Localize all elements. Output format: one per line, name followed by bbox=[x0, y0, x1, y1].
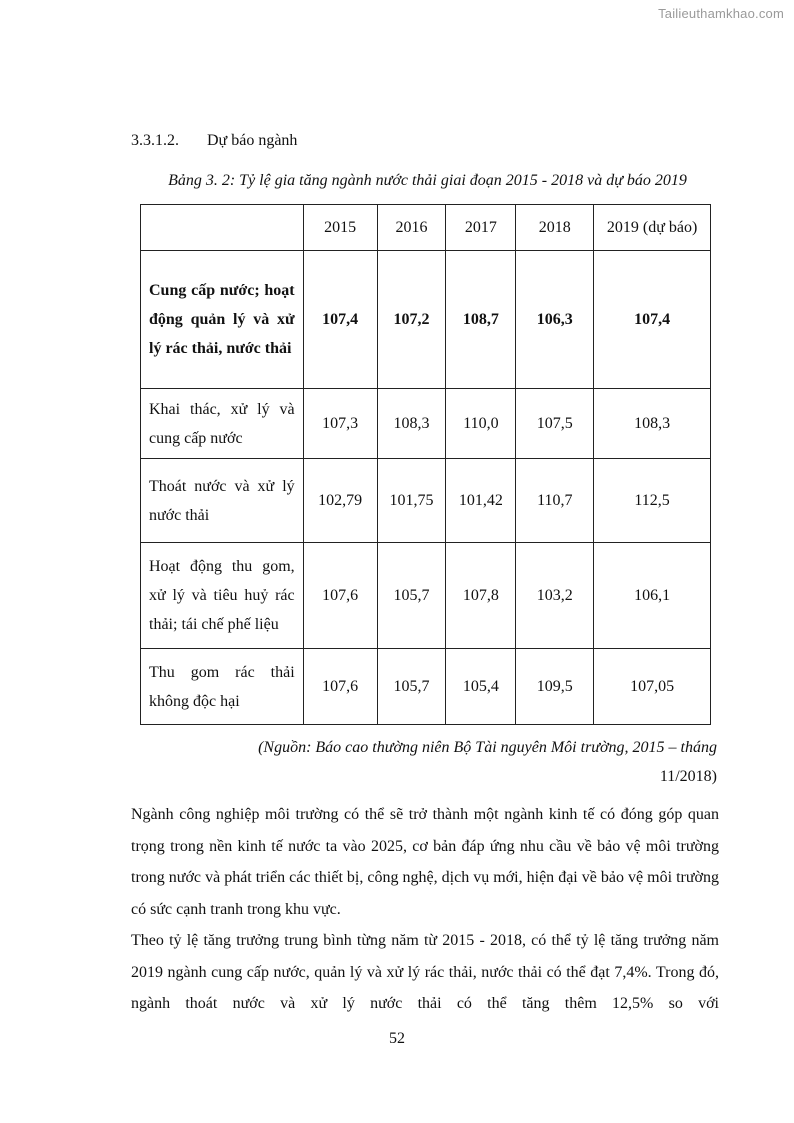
header-cell bbox=[141, 205, 304, 251]
value-cell: 107,4 bbox=[594, 251, 711, 389]
value-cell: 107,2 bbox=[377, 251, 446, 389]
table-row bbox=[141, 459, 711, 543]
value-cell: 107,6 bbox=[303, 543, 377, 649]
body-paragraph: Ngành công nghiệp môi trường có thể sẽ trở thành một ngành kinh tế có đóng góp quan trọng trong nền kinh tế nước ta vào 2025, cơ bản đáp ứng nhu cầu về bảo vệ môi trường trong nước và phát triển các thiết bị, công nghệ, dịch vụ mới, hiện đại về bảo vệ môi trường có sức cạnh tranh trong khu vực. bbox=[131, 806, 719, 918]
table-source-note bbox=[140, 733, 717, 791]
table-header-row bbox=[141, 205, 711, 251]
value-cell: 109,5 bbox=[516, 649, 594, 725]
row-label: Khai thác, xử lý và cung cấp nước bbox=[141, 389, 304, 459]
growth-rate-table bbox=[140, 204, 711, 725]
header-cell: 2016 bbox=[377, 205, 446, 251]
header-cell: 2018 bbox=[516, 205, 594, 251]
value-cell: 110,0 bbox=[446, 389, 516, 459]
section-heading bbox=[131, 132, 297, 150]
table-row bbox=[141, 543, 711, 649]
section-number: 3.3.1.2. bbox=[131, 132, 179, 149]
value-cell: 107,3 bbox=[303, 389, 377, 459]
watermark: Tailieuthamkhao.com bbox=[658, 6, 784, 21]
value-cell: 107,5 bbox=[516, 389, 594, 459]
section-title: Dự báo ngành bbox=[207, 132, 298, 149]
value-cell: 103,2 bbox=[516, 543, 594, 649]
value-cell: 107,8 bbox=[446, 543, 516, 649]
value-cell: 108,3 bbox=[594, 389, 711, 459]
value-cell: 105,7 bbox=[377, 543, 446, 649]
value-cell: 105,7 bbox=[377, 649, 446, 725]
table-row bbox=[141, 649, 711, 725]
table-row bbox=[141, 251, 711, 389]
source-text-tail: 11/2018) bbox=[659, 768, 717, 785]
header-cell: 2019 (dự báo) bbox=[594, 205, 711, 251]
value-cell: 101,75 bbox=[377, 459, 446, 543]
row-label: Thu gom rác thải không độc hại bbox=[141, 649, 304, 725]
value-cell: 107,6 bbox=[303, 649, 377, 725]
source-text: (Nguồn: Báo cao thường niên Bộ Tài nguyên Môi trường, 2015 – tháng bbox=[258, 739, 717, 756]
value-cell: 101,42 bbox=[446, 459, 516, 543]
value-cell: 107,4 bbox=[303, 251, 377, 389]
row-label: Hoạt động thu gom, xử lý và tiêu huỷ rác thải; tái chế phế liệu bbox=[141, 543, 304, 649]
table-row bbox=[141, 389, 711, 459]
page-number: 52 bbox=[389, 1030, 405, 1047]
value-cell: 102,79 bbox=[303, 459, 377, 543]
value-cell: 112,5 bbox=[594, 459, 711, 543]
value-cell: 108,3 bbox=[377, 389, 446, 459]
value-cell: 110,7 bbox=[516, 459, 594, 543]
body-paragraph: Theo tỷ lệ tăng trưởng trung bình từng năm từ 2015 - 2018, có thể tỷ lệ tăng trưởng năm 2019 ngành cung cấp nước, quản lý và xử lý rác thải, nước thải có thể đạt 7,4%. Trong đó, ngành thoát nước và xử lý nước thải có thể tăng thêm 12,5% so với bbox=[131, 932, 719, 1012]
value-cell: 106,1 bbox=[594, 543, 711, 649]
row-label: Cung cấp nước; hoạt động quản lý và xử lý rác thải, nước thải bbox=[141, 251, 304, 389]
header-cell: 2015 bbox=[303, 205, 377, 251]
row-label: Thoát nước và xử lý nước thải bbox=[141, 459, 304, 543]
table-caption: Bảng 3. 2: Tỷ lệ gia tăng ngành nước thải giai đoạn 2015 - 2018 và dự báo 2019 bbox=[168, 172, 687, 189]
value-cell: 108,7 bbox=[446, 251, 516, 389]
header-cell: 2017 bbox=[446, 205, 516, 251]
value-cell: 107,05 bbox=[594, 649, 711, 725]
value-cell: 105,4 bbox=[446, 649, 516, 725]
value-cell: 106,3 bbox=[516, 251, 594, 389]
